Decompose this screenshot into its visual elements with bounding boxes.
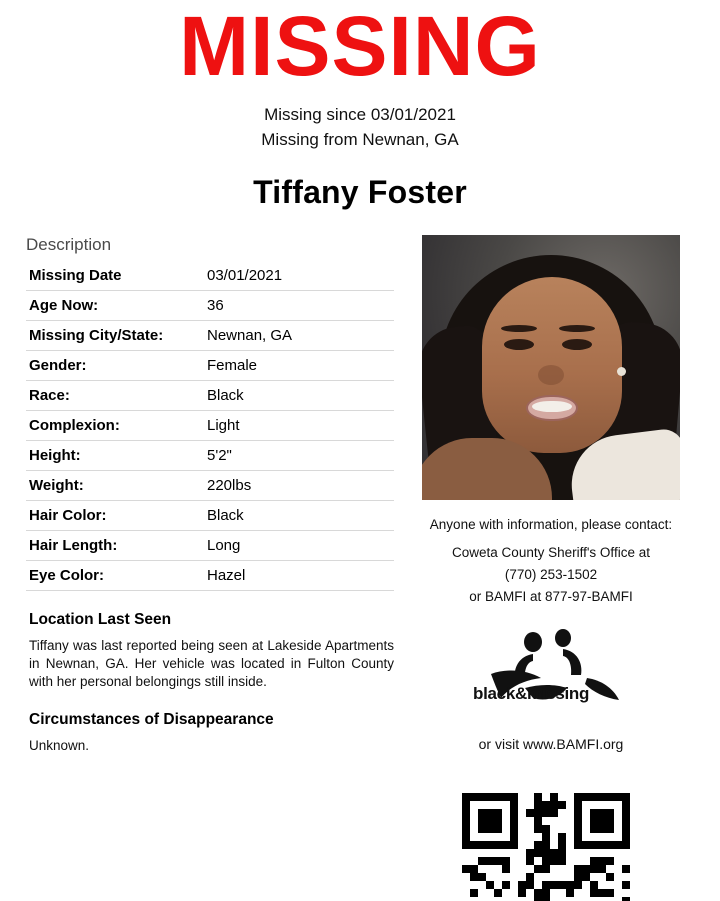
table-row bbox=[26, 501, 394, 531]
table-row bbox=[26, 561, 394, 591]
bamfi-logo bbox=[408, 628, 694, 720]
missing-person-poster bbox=[0, 2, 720, 901]
row-label: Missing City/State: bbox=[26, 321, 207, 351]
contact-agency: Coweta County Sheriff's Office at bbox=[452, 545, 650, 560]
contact-block bbox=[408, 514, 694, 608]
photo-eye-left bbox=[504, 339, 534, 350]
photo-earring bbox=[617, 367, 626, 376]
photo-brow-right bbox=[559, 325, 595, 332]
row-value: Female bbox=[207, 351, 394, 381]
person-name: Tiffany Foster bbox=[253, 174, 467, 210]
row-value: 36 bbox=[207, 291, 394, 321]
location-last-seen-body: Tiffany was last reported being seen at Lakeside Apartments in Newnan, GA. Her vehicle was located in Fulton County with her personal belongings still inside. bbox=[29, 638, 394, 689]
location-last-seen-heading: Location Last Seen bbox=[29, 611, 172, 628]
table-row bbox=[26, 261, 394, 291]
qr-code[interactable] bbox=[462, 793, 630, 901]
table-row bbox=[26, 471, 394, 501]
row-value: Long bbox=[207, 531, 394, 561]
circumstances-body: Unknown. bbox=[29, 738, 90, 753]
page-title: MISSING bbox=[179, 0, 541, 93]
table-row bbox=[26, 351, 394, 381]
missing-from-text: Missing from Newnan, GA bbox=[261, 130, 459, 149]
row-label: Hair Length: bbox=[26, 531, 207, 561]
description-heading: Description bbox=[26, 235, 112, 254]
row-value: Light bbox=[207, 411, 394, 441]
logo-graphic bbox=[467, 628, 635, 720]
photo-teeth bbox=[532, 401, 572, 412]
poster-body bbox=[26, 235, 694, 755]
circumstances-heading: Circumstances of Disappearance bbox=[29, 711, 274, 728]
details-column bbox=[26, 235, 394, 755]
row-value: Black bbox=[207, 501, 394, 531]
row-value: 220lbs bbox=[207, 471, 394, 501]
visit-website-text: or visit www.BAMFI.org bbox=[478, 736, 624, 752]
row-value: 5'2" bbox=[207, 441, 394, 471]
row-label: Gender: bbox=[26, 351, 207, 381]
photo-eye-right bbox=[562, 339, 592, 350]
row-label: Race: bbox=[26, 381, 207, 411]
contact-phone: (770) 253-1502 bbox=[504, 567, 598, 582]
missing-since-text: Missing since 03/01/2021 bbox=[264, 105, 456, 124]
missing-person-photo bbox=[422, 235, 680, 500]
row-value: Newnan, GA bbox=[207, 321, 394, 351]
table-row bbox=[26, 291, 394, 321]
photo-brow-left bbox=[501, 325, 537, 332]
contact-intro: Anyone with information, please contact: bbox=[429, 517, 673, 532]
contact-alt: or BAMFI at 877-97-BAMFI bbox=[469, 589, 633, 604]
row-label: Height: bbox=[26, 441, 207, 471]
row-value: Black bbox=[207, 381, 394, 411]
row-label: Weight: bbox=[26, 471, 207, 501]
logo-text: black&missing bbox=[473, 684, 590, 703]
row-label: Missing Date bbox=[26, 261, 207, 291]
table-row bbox=[26, 531, 394, 561]
qr-code-matrix bbox=[462, 793, 630, 901]
description-table bbox=[26, 261, 394, 591]
table-row bbox=[26, 381, 394, 411]
row-label: Age Now: bbox=[26, 291, 207, 321]
row-label: Complexion: bbox=[26, 411, 207, 441]
row-value: 03/01/2021 bbox=[207, 261, 394, 291]
row-label: Eye Color: bbox=[26, 561, 207, 591]
row-value: Hazel bbox=[207, 561, 394, 591]
table-row bbox=[26, 411, 394, 441]
photo-nose bbox=[538, 365, 564, 385]
table-row bbox=[26, 321, 394, 351]
black-and-missing-logo-icon bbox=[467, 628, 635, 720]
table-row bbox=[26, 441, 394, 471]
row-label: Hair Color: bbox=[26, 501, 207, 531]
photo-contact-column bbox=[394, 235, 694, 752]
